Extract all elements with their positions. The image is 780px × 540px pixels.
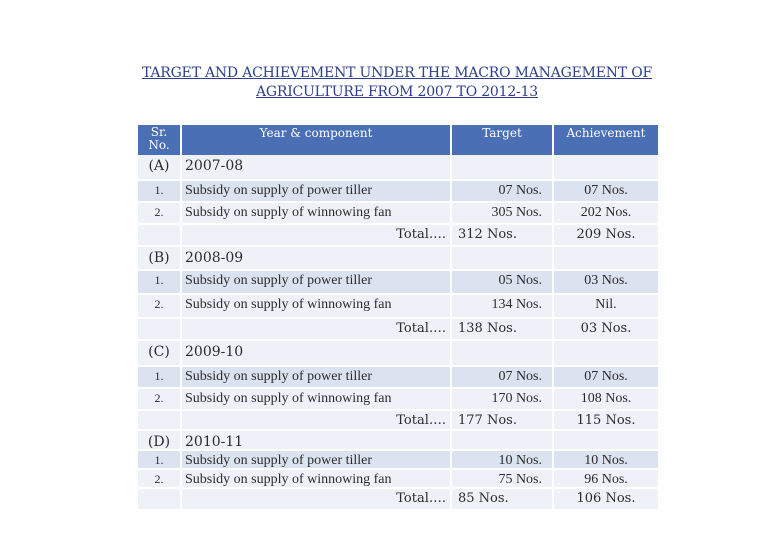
title-line-2: AGRICULTURE FROM 2007 TO 2012-13 — [255, 84, 538, 100]
total-target: 138 Nos. — [452, 319, 552, 339]
table-row — [138, 271, 658, 293]
table-row — [138, 451, 658, 468]
section-code: (A) — [138, 155, 180, 179]
section-year: 2008-09 — [182, 247, 450, 269]
table-row — [138, 470, 658, 487]
total-row — [138, 489, 658, 509]
item-target: 134 Nos. — [452, 295, 552, 317]
item-target: 07 Nos. — [452, 367, 552, 387]
total-achievement: 106 Nos. — [554, 489, 658, 509]
section-code: (C) — [138, 341, 180, 365]
item-number: 1. — [138, 181, 180, 201]
item-name: Subsidy on supply of power tiller — [182, 451, 450, 468]
item-name: Subsidy on supply of power tiller — [182, 181, 450, 201]
section-code: (D) — [138, 431, 180, 449]
header-target: Target — [452, 125, 552, 155]
document-title — [110, 64, 684, 102]
total-achievement: 03 Nos. — [554, 319, 658, 339]
header-sr-no — [138, 125, 180, 155]
section-code: (B) — [138, 247, 180, 269]
total-achievement: 115 Nos. — [554, 411, 658, 429]
item-number: 1. — [138, 367, 180, 387]
section-row — [138, 155, 658, 179]
header-no-line: No. — [148, 138, 170, 152]
total-target: 85 Nos. — [452, 489, 552, 509]
header-achievement: Achievement — [554, 125, 658, 155]
header-component: Year & component — [182, 125, 450, 155]
table-row — [138, 295, 658, 317]
total-empty — [138, 411, 180, 429]
target-achievement-table — [138, 125, 658, 511]
item-achievement: 07 Nos. — [554, 181, 658, 201]
item-number: 2. — [138, 203, 180, 223]
item-achievement: 202 Nos. — [554, 203, 658, 223]
item-achievement: 03 Nos. — [554, 271, 658, 293]
section-year: 2007-08 — [182, 155, 450, 179]
section-achievement-empty — [554, 155, 658, 179]
table-header-row — [138, 125, 658, 155]
item-target: 05 Nos. — [452, 271, 552, 293]
total-label: Total…. — [182, 489, 450, 509]
section-row — [138, 431, 658, 449]
item-target: 305 Nos. — [452, 203, 552, 223]
item-target: 75 Nos. — [452, 470, 552, 487]
total-target: 312 Nos. — [452, 225, 552, 245]
total-empty — [138, 489, 180, 509]
item-achievement: 108 Nos. — [554, 389, 658, 409]
total-row — [138, 319, 658, 339]
total-target: 177 Nos. — [452, 411, 552, 429]
item-achievement: 10 Nos. — [554, 451, 658, 468]
item-number: 2. — [138, 295, 180, 317]
section-target-empty — [452, 155, 552, 179]
total-label: Total…. — [182, 319, 450, 339]
item-name: Subsidy on supply of winnowing fan — [182, 389, 450, 409]
item-target: 10 Nos. — [452, 451, 552, 468]
section-target-empty — [452, 247, 552, 269]
total-row — [138, 225, 658, 245]
section-row — [138, 247, 658, 269]
section-year: 2009-10 — [182, 341, 450, 365]
table-row — [138, 181, 658, 201]
header-sr-line: Sr. — [150, 125, 168, 139]
item-name: Subsidy on supply of winnowing fan — [182, 295, 450, 317]
item-name: Subsidy on supply of winnowing fan — [182, 203, 450, 223]
item-achievement: 96 Nos. — [554, 470, 658, 487]
item-number: 2. — [138, 389, 180, 409]
section-target-empty — [452, 431, 552, 449]
table-row — [138, 389, 658, 409]
item-achievement: 07 Nos. — [554, 367, 658, 387]
table-body — [138, 155, 658, 509]
item-target: 170 Nos. — [452, 389, 552, 409]
item-name: Subsidy on supply of winnowing fan — [182, 470, 450, 487]
section-achievement-empty — [554, 431, 658, 449]
item-number: 1. — [138, 451, 180, 468]
section-achievement-empty — [554, 341, 658, 365]
total-label: Total…. — [182, 411, 450, 429]
table-row — [138, 367, 658, 387]
title-line-1: TARGET AND ACHIEVEMENT UNDER THE MACRO MANAGEMENT OF — [141, 65, 653, 81]
section-year: 2010-11 — [182, 431, 450, 449]
section-target-empty — [452, 341, 552, 365]
total-empty — [138, 225, 180, 245]
section-row — [138, 341, 658, 365]
item-target: 07 Nos. — [452, 181, 552, 201]
item-name: Subsidy on supply of power tiller — [182, 367, 450, 387]
item-number: 1. — [138, 271, 180, 293]
total-achievement: 209 Nos. — [554, 225, 658, 245]
total-empty — [138, 319, 180, 339]
table-row — [138, 203, 658, 223]
item-number: 2. — [138, 470, 180, 487]
section-achievement-empty — [554, 247, 658, 269]
total-row — [138, 411, 658, 429]
total-label: Total…. — [182, 225, 450, 245]
item-achievement: Nil. — [554, 295, 658, 317]
item-name: Subsidy on supply of power tiller — [182, 271, 450, 293]
